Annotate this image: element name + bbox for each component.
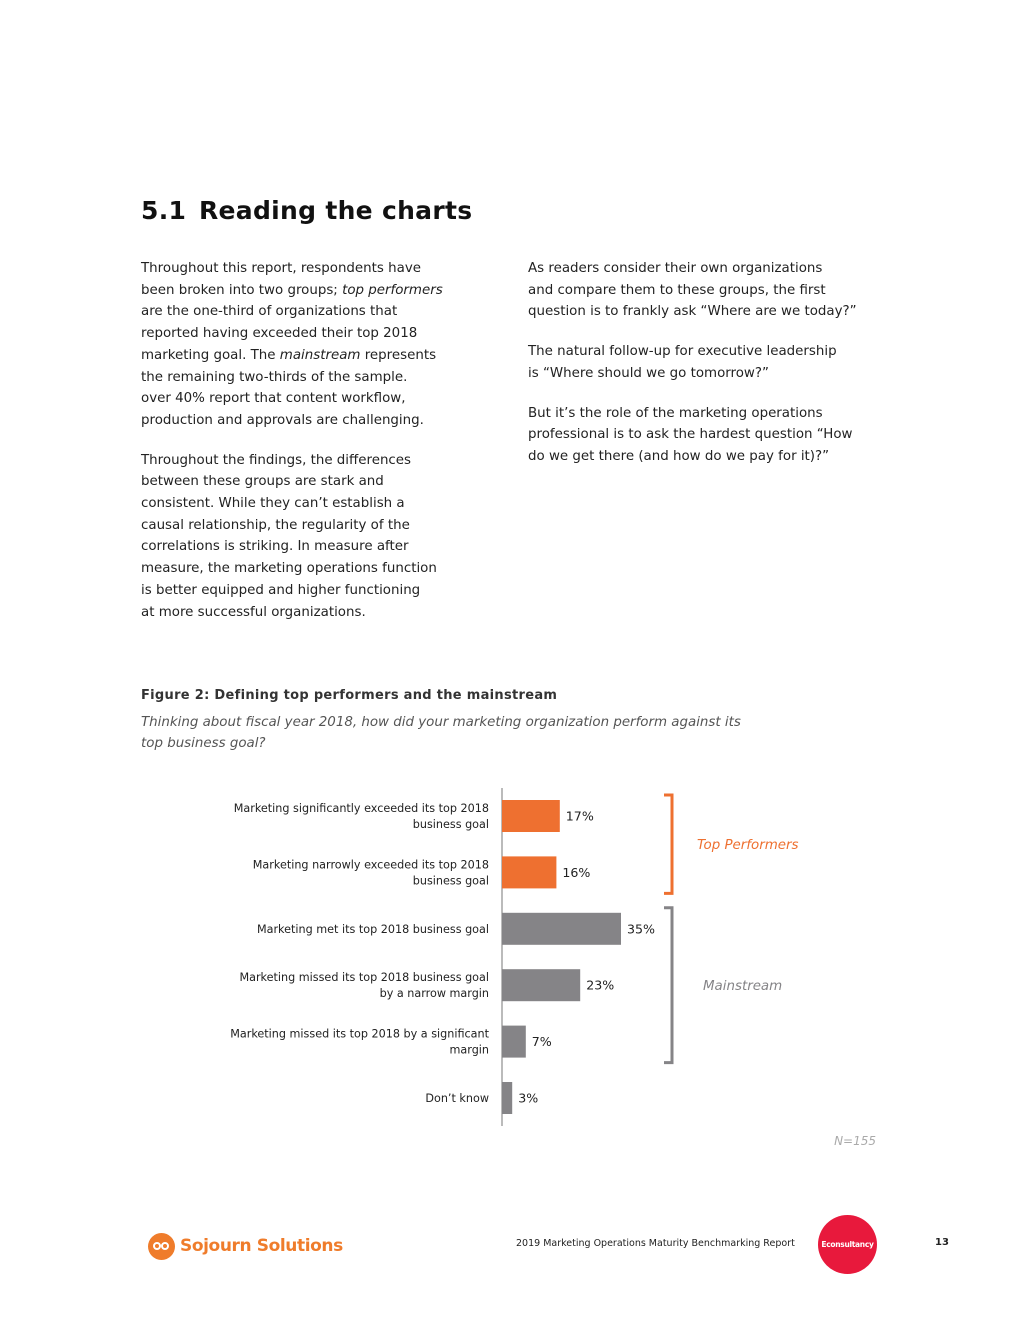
text-line: is better equipped and higher functioning <box>141 582 421 598</box>
text-line: over 40% report that content workflow, <box>141 391 406 407</box>
category-label: business goal <box>412 874 489 888</box>
text-line: causal relationship, the regularity of the <box>141 517 410 533</box>
category-label: Marketing missed its top 2018 by a significant <box>230 1027 489 1041</box>
text-line: measure, the marketing operations function <box>141 561 437 577</box>
category-label: Marketing missed its top 2018 business goal <box>239 971 489 985</box>
paragraph-readers <box>528 258 888 323</box>
text-line: But it’s the role of the marketing operations <box>528 405 823 421</box>
text-line: Throughout this report, respondents have <box>141 261 421 276</box>
text-line: production and approvals are challenging. <box>141 412 424 428</box>
figure-question <box>141 712 741 754</box>
group-bracket <box>664 795 672 893</box>
group-label: Top Performers <box>697 838 799 854</box>
bar <box>502 969 580 1001</box>
sojourn-logo-icon <box>148 1233 175 1260</box>
bar <box>502 800 560 832</box>
bar <box>502 913 621 945</box>
text-line: is “Where should we go tomorrow?” <box>528 365 769 381</box>
bar-value-label: 3% <box>518 1090 539 1106</box>
section-title-text: Reading the charts <box>199 196 473 225</box>
category-label: Marketing met its top 2018 business goal <box>256 922 489 936</box>
text-line: question is to frankly ask “Where are we today?” <box>528 304 857 320</box>
text-line: Thinking about fiscal year 2018, how did your marketing organization perform against its <box>141 715 741 730</box>
section-title <box>141 196 472 225</box>
text-line: The natural follow-up for executive leadership <box>528 344 837 360</box>
group-label: Mainstream <box>703 979 783 995</box>
body-column-right <box>528 258 888 486</box>
bar-value-label: 23% <box>586 977 615 993</box>
sample-size-note: N=155 <box>834 1134 876 1148</box>
category-label: Marketing significantly exceeded its top 2018 <box>233 802 489 815</box>
figure-title: Figure 2: Defining top performers and the mainstream <box>141 688 558 703</box>
group-bracket <box>664 908 672 1063</box>
bar <box>502 856 556 888</box>
text-line: reported having exceeded their top 2018 <box>141 326 418 342</box>
report-title: 2019 Marketing Operations Maturity Benchmarking Report <box>516 1238 795 1249</box>
bar-value-label: 16% <box>562 864 591 880</box>
sojourn-logo-text: Sojourn Solutions <box>180 1236 343 1256</box>
sojourn-logo <box>148 1231 343 1261</box>
bar <box>502 1026 526 1058</box>
text-line: the remaining two-thirds of the sample. <box>141 369 408 385</box>
text-line: between these groups are stark and <box>141 474 384 490</box>
text-line: As readers consider their own organizations <box>528 261 823 276</box>
emphasis-top-performers: top performers <box>342 282 443 298</box>
body-column-left <box>141 258 476 641</box>
page-number: 13 <box>935 1237 949 1248</box>
paragraph-hardest-question <box>528 403 888 468</box>
category-label: Marketing narrowly exceeded its top 2018 <box>252 858 489 872</box>
text-line: top business goal? <box>141 736 266 751</box>
paragraph-groups-intro <box>141 258 476 432</box>
econsultancy-badge: Econsultancy <box>818 1215 877 1274</box>
text-line: do we get there (and how do we pay for it)?” <box>528 448 830 464</box>
text-line: professional is to ask the hardest question “How <box>528 427 853 443</box>
bar-value-label: 17% <box>565 808 594 824</box>
text-line: consistent. While they can’t establish a <box>141 496 405 512</box>
bar-value-label: 35% <box>627 921 655 937</box>
bar-chart <box>0 780 1020 1160</box>
category-label: margin <box>449 1043 489 1057</box>
text-line: correlations is striking. In measure after <box>141 539 409 555</box>
category-label: by a narrow margin <box>379 987 489 1001</box>
category-label: Don’t know <box>425 1092 489 1105</box>
paragraph-follow-up <box>528 341 888 384</box>
text-line: Throughout the findings, the differences <box>141 452 412 468</box>
category-label: business goal <box>412 818 489 831</box>
bar <box>502 1082 512 1114</box>
text-line: at more successful organizations. <box>141 604 366 620</box>
text-line: and compare them to these groups, the first <box>528 282 826 298</box>
section-number: 5.1 <box>141 196 187 225</box>
emphasis-mainstream: mainstream <box>279 347 361 363</box>
text-line: been broken into two groups; top performers <box>141 282 443 298</box>
text-line: are the one-third of organizations that <box>141 304 398 320</box>
bar-value-label: 7% <box>531 1034 552 1050</box>
paragraph-findings <box>141 450 476 624</box>
text-line: marketing goal. The mainstream represents <box>141 347 437 363</box>
